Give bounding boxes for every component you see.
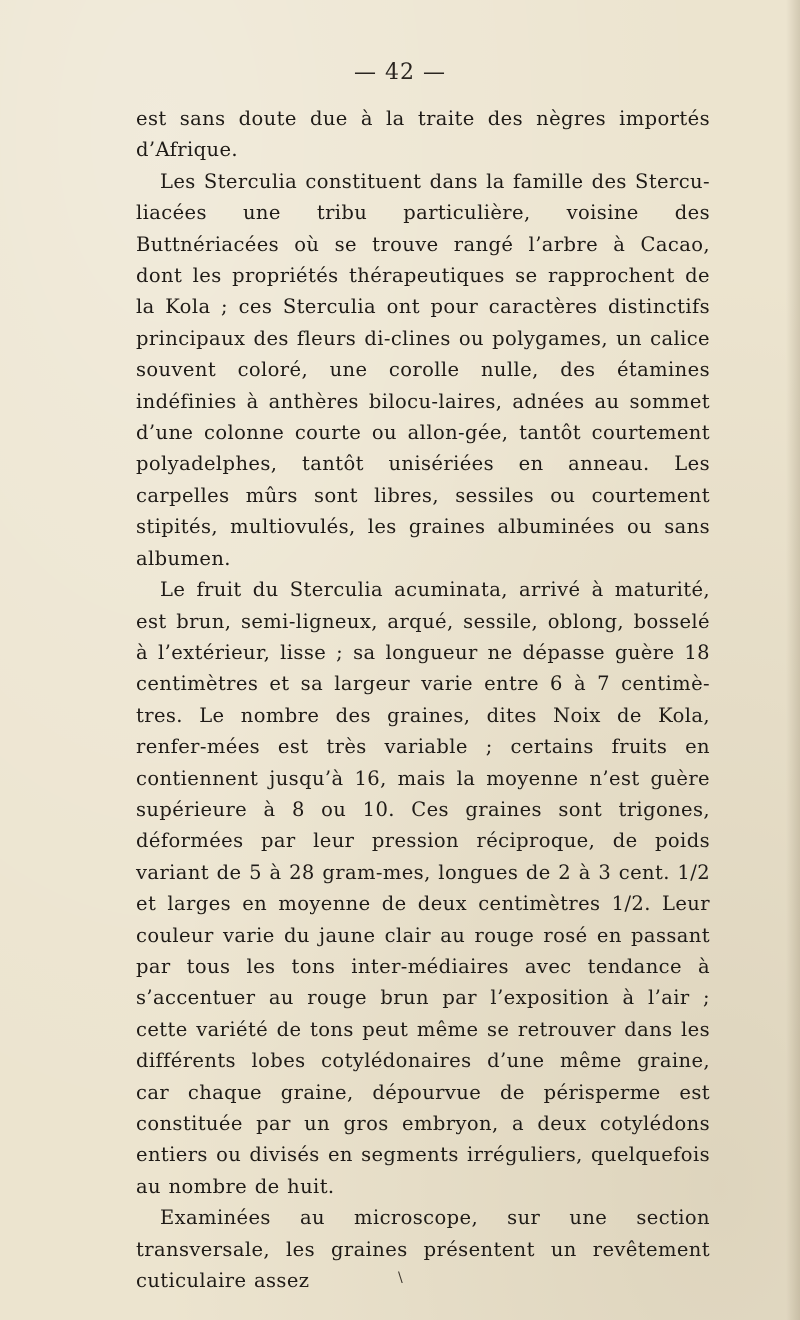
- paragraph-continuation: est sans doute due à la traite des nègres importés d’Afrique.: [136, 107, 710, 162]
- bottom-mark: \: [398, 1270, 403, 1286]
- body-text: [136, 103, 710, 1296]
- paragraph-sterculia-tribe: Les Sterculia constituent dans la famille des Stercu-liacées une tribu particulière, voisine des Buttnériacées où se trouve rangé l’arbre à Cacao, dont les propriétés thérapeutiques se rapprochent de la Kola ; ces Sterculia ont pour caractères distinctifs principaux des fleurs di-clines ou polygames, un calice souvent coloré, une corolle nulle, des étamines indéfinies à anthères bilocu-laires, adnées au sommet d’une colonne courte ou allon-gée, tantôt courtement polyadelphes, tantôt unisériées en anneau. Les carpelles mûrs sont libres, sessiles ou courtement stipités, multiovulés, les graines albuminées ou sans albumen.: [136, 169, 710, 570]
- paragraph-fruit-description: Le fruit du Sterculia acuminata, arrivé à maturité, est brun, semi-ligneux, arqué, sessile, oblong, bosselé à l’extérieur, lisse ; sa longueur ne dépasse guère 18 centimètres et sa largeur varie entre 6 à 7 centimè-tres. Le nombre des graines, dites Noix de Kola, renfer-mées est très variable ; certains fruits en contiennent jusqu’à 16, mais la moyenne n’est guère supérieure à 8 ou 10. Ces graines sont trigones, déformées par leur pression réciproque, de poids variant de 5 à 28 gram-mes, longues de 2 à 3 cent. 1/2 et larges en moyenne de deux centimètres 1/2. Leur couleur varie du jaune clair au rouge rosé en passant par tous les tons inter-médiaires avec tendance à s’accentuer au rouge brun par l’exposition à l’air ; cette variété de tons peut même se retrouver dans les différents lobes cotylédonaires d’une même graine, car chaque graine, dépourvue de périsperme est constituée par un gros embryon, a deux cotylédons entiers ou divisés en segments irréguliers, quelquefois au nombre de huit.: [136, 578, 710, 1198]
- page-number: — 42 —: [354, 60, 446, 85]
- page-edge-shadow: [786, 0, 800, 1320]
- paragraph-microscope: Examinées au microscope, sur une section transversale, les graines présentent un revêtement cuticulaire assez: [136, 1206, 710, 1293]
